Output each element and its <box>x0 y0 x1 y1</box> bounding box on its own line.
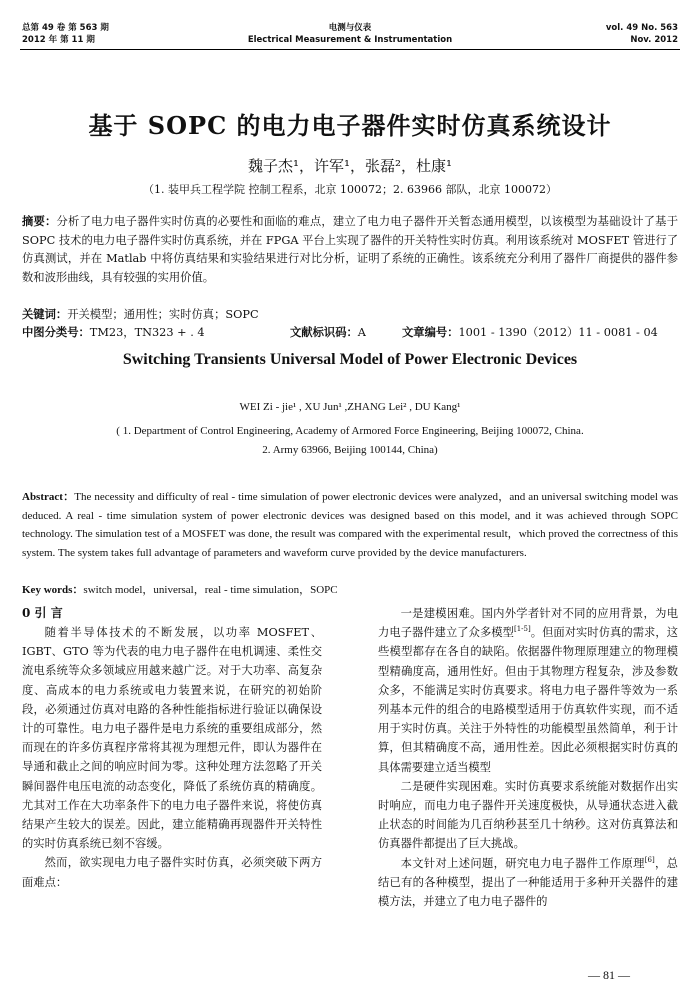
journal-date <box>606 22 678 46</box>
abstract-cn-label: 摘要： <box>22 214 57 228</box>
clc-number <box>22 323 205 343</box>
header-right-line2: Nov. 2012 <box>630 35 678 45</box>
article-value: 1001 - 1390（2012）11 - 0081 - 04 <box>458 326 658 339</box>
keywords-cn-label: 关键词： <box>22 307 68 321</box>
abstract-en-label: Abstract： <box>22 491 75 503</box>
abstract-cn <box>22 212 678 287</box>
page-number: — 81 — <box>588 968 630 982</box>
keywords-en-label: Key words： <box>22 584 84 596</box>
clc-label: 中图分类号： <box>22 325 90 339</box>
affiliation-en-line1: ( 1. Department of Control Engineering, Academy of Armored Force Engineering, Beijing 100072, China. <box>116 425 584 437</box>
authors-cn: 魏子杰¹，许军¹，张磊²，杜康¹ <box>247 157 453 175</box>
body-paragraph: 二是硬件实现困难。实时仿真要求系统能对数据作出实时响应，而电力电子器件开关速度极快，从导通状态进入截止状态的时间能为几百纳秒甚至几十纳秒。这对仿真算法和仿真器件都提出了巨大挑战。 <box>378 779 678 851</box>
keywords-cn <box>22 305 678 325</box>
article-label: 文章编号： <box>402 325 459 339</box>
article-number <box>402 323 658 343</box>
body-right-column <box>378 604 678 911</box>
journal-name <box>0 22 700 46</box>
authors-en: WEI Zi - jie¹ , XU Jun¹ ,ZHANG Lei² , DU Kang¹ <box>239 401 461 413</box>
header-rule <box>20 49 680 50</box>
affiliation-en <box>0 422 700 460</box>
header-left-line1: 总第 49 卷 第 563 期 <box>22 23 109 33</box>
doc-value: A <box>357 326 366 339</box>
header-left-line2: 2012 年 第 11 期 <box>22 35 95 45</box>
citation: [1-5] <box>513 625 531 634</box>
clc-value: TM23，TN323 + . 4 <box>89 326 205 339</box>
title-en: Switching Transients Universal Model of Power Electronic Devices <box>122 351 578 368</box>
body-paragraph: 随着半导体技术的不断发展，以功率 MOSFET、IGBT、GTO 等为代表的电力电子器件在电机调速、柔性交流电系统等众多领域应用越来越广泛。对于大功率、高复杂度、高成本的电力系统或电力装置来说，在研究的初始阶段，必须通过仿真对电路的各种性能指标进行验证以确保设计的可靠性。电力电子器件是电力系统的重要组成部分，然而现在的许多仿真程序常将其视为理想元件，即认为器件在导通和截止之间的响应时间为零。这种处理方法忽略了开关瞬间器件电压电流的动态变化，降低了系统仿真的精确度。尤其对工作在大功率条件下的电力电子器件来说，将使仿真结果产生较大的误差。因此，建立能精确再现器件开关特性的实时仿真系统已刻不容缓。 <box>22 626 322 851</box>
body-left-column <box>22 604 322 892</box>
header-right-line1: vol. 49 No. 563 <box>605 23 678 33</box>
paragraph-text: 。但面对实时仿真的需求，这些模型都存在各自的缺陷。依据器件物理原理建立的物理模型精确度高，通用性好。但由于其物理方程复杂，涉及参数众多，不能满足实时仿真要求。将电力电子器件等效为一系列基本元件的组合的电路模型适用于仿真软件实现，而不适用于实时仿真。关注于外特性的功能模型虽然简单，利于计算，但其精确度不高，通用性差。因此必须根据实时仿真的具体需要建立适当模型 <box>378 626 678 774</box>
section-heading-introduction: 0 引 言 <box>22 606 63 620</box>
abstract-en <box>22 488 678 563</box>
abstract-cn-text: 分析了电力电子器件实时仿真的必要性和面临的难点，建立了电力电子器件开关暂态通用模型，以该模型为基础设计了基于 SOPC 技术的电力电子器件实时仿真系统，并在 FPGA 平台上实现了器件的开关特性实时仿真。利用该系统对 MOSFET 管进行了仿真测试，并在 Matlab 中将仿真结果和实验结果进行对比分析，证明了系统的正确性。该系统充分利用了器件厂商提供的器件参数和波形曲线，具有较强的实用价值。 <box>22 215 678 284</box>
abstract-en-text: The necessity and difficulty of real - time simulation of power electronic devices were analyzed，and an universal switching model was deduced. A real - time simulation system of power electronic devices was designed based on this model, and it was achieved through SOPC technology. The simulation test of a MOSFET was done, the result was compared with the experimental result，which proved the correctness of this system. The system takes full advantage of parameters and waveform curve provided by the device manufacturers. <box>22 491 679 560</box>
affiliation-cn: （1. 装甲兵工程学院 控制工程系，北京 100072；2. 63966 部队，北京 100072） <box>143 183 557 196</box>
doc-code <box>290 323 366 343</box>
paragraph-text: ，总结已有的各种模型，提出了一种能适用于多种开关器件的建模方法，并建立了电力电子器件的 <box>378 856 678 909</box>
paragraph-text: 一是建模困难。国内外学者针对不同的应用背景，为电力电子器件建立了众多模型 <box>378 607 678 640</box>
keywords-cn-text: 开关模型；通用性；实时仿真；SOPC <box>67 308 259 321</box>
body-paragraph: 然而，欲实现电力电子器件实时仿真，必须突破下两方面难点： <box>22 856 322 889</box>
citation: [6] <box>644 855 655 864</box>
paragraph-text: 本文针对上述问题，研究电力电子器件工作原理 <box>400 856 645 870</box>
header-center-line1: 电测与仪表 <box>328 23 372 33</box>
body-paragraph <box>378 604 678 777</box>
title-cn: 基于 SOPC 的电力电子器件实时仿真系统设计 <box>88 111 612 140</box>
keywords-en <box>22 581 678 600</box>
doc-label: 文献标识码： <box>290 325 358 339</box>
affiliation-en-line2: 2. Army 63966, Beijing 100144, China) <box>262 444 438 456</box>
header-center-line2: Electrical Measurement & Instrumentation <box>247 35 453 45</box>
keywords-en-text: switch model，universal，real - time simulation，SOPC <box>83 584 338 596</box>
body-paragraph <box>378 854 678 912</box>
